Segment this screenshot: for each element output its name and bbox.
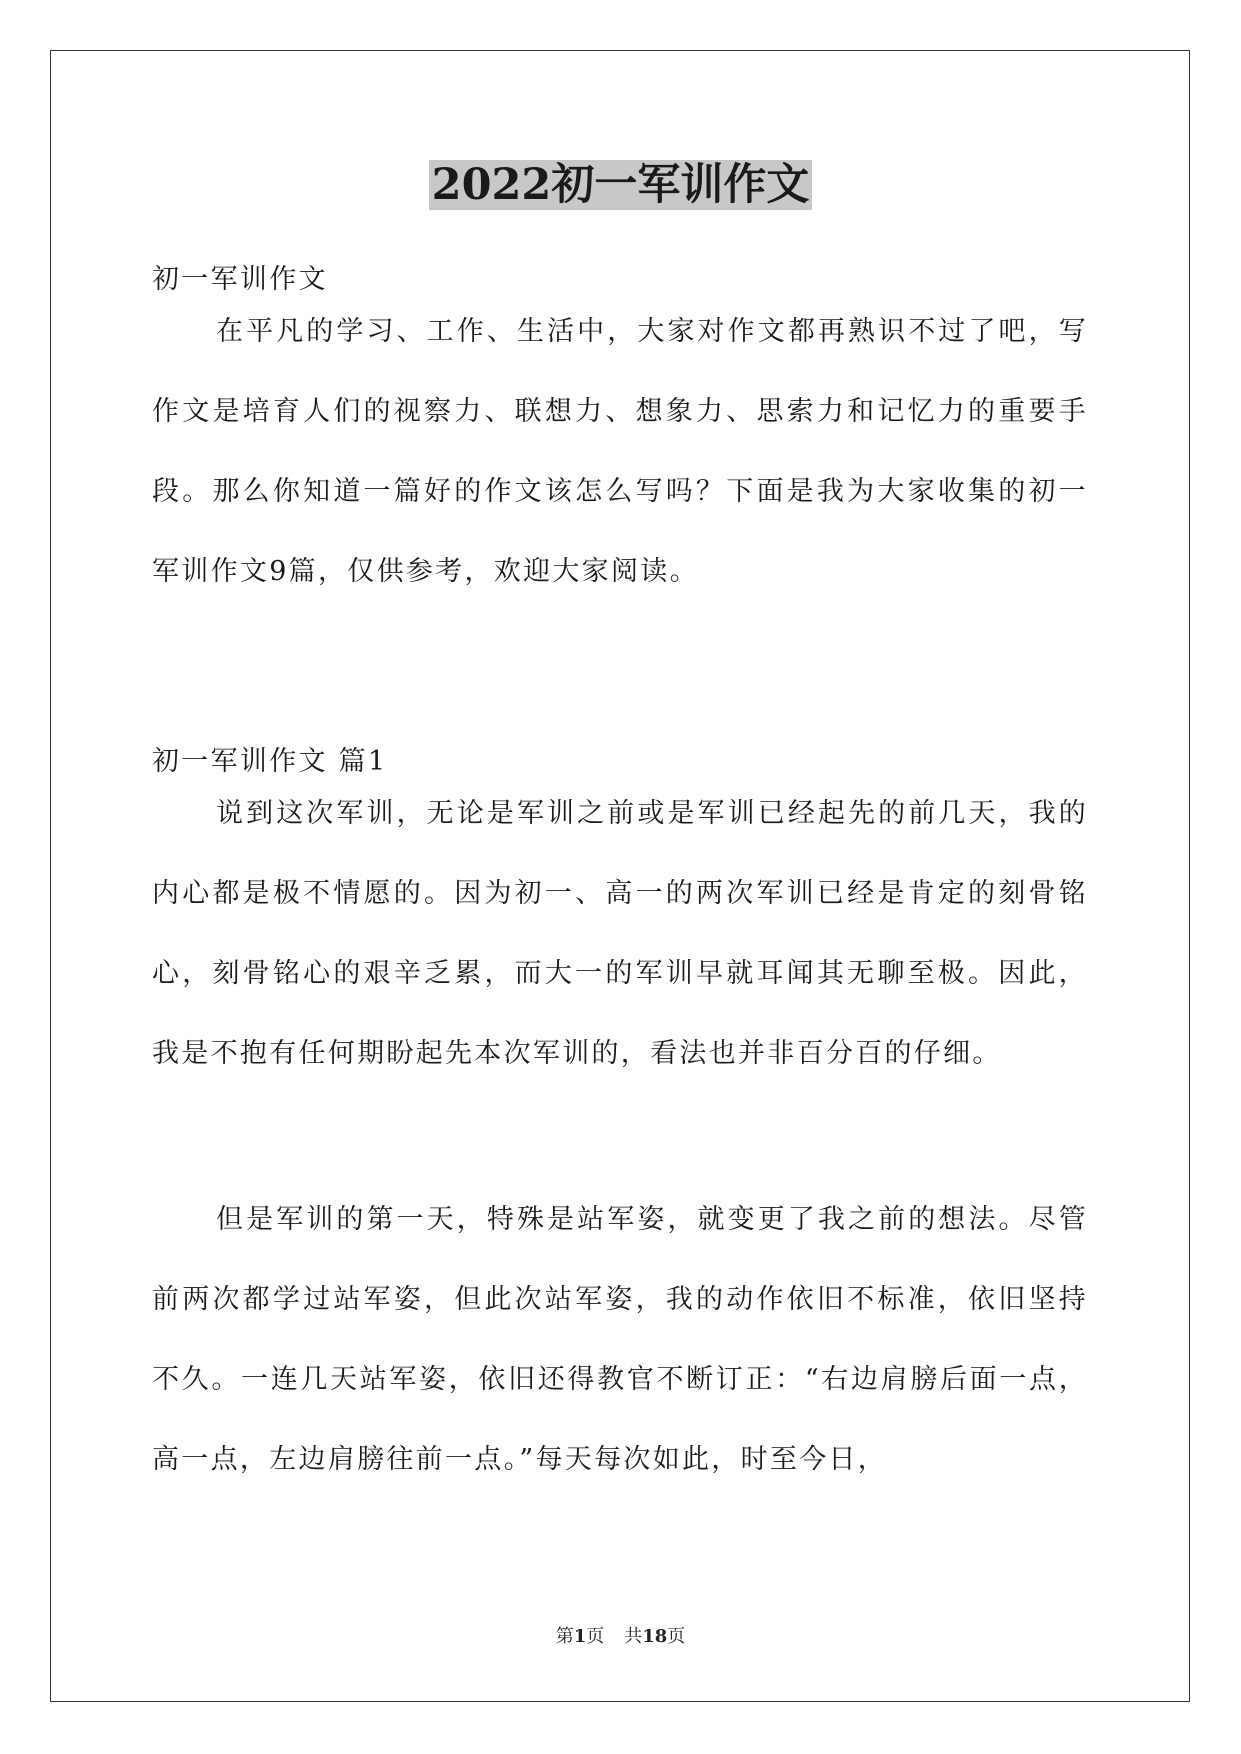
intro-paragraph: 在平凡的学习、工作、生活中，大家对作文都再熟识不过了吧，写作文是培育人们的视察力、联想力、想象力、思索力和记忆力的重要手段。那么你知道一篇好的作文该怎么写吗？下面是我为大家收集的初一军训作文9篇，仅供参考，欢迎大家阅读。 bbox=[152, 316, 1088, 587]
section-1-paragraph-1: 说到这次军训，无论是军训之前或是军训已经起先的前几天，我的内心都是极不情愿的。因为初一、高一的两次军训已经是肯定的刻骨铭心，刻骨铭心的艰辛乏累，而大一的军训早就耳闻其无聊至极。因此，我是不抱有任何期盼起先本次军训的，看法也并非百分百的仔细。 bbox=[152, 798, 1088, 1069]
page-footer bbox=[0, 1622, 1241, 1648]
document-title-text: 2022初一军训作文 bbox=[429, 160, 813, 210]
document-title bbox=[0, 155, 1241, 215]
intro-heading: 初一军训作文 bbox=[152, 264, 328, 295]
footer-page-suffix: 页 bbox=[586, 1626, 605, 1647]
section-1-paragraph-2: 但是军训的第一天，特殊是站军姿，就变更了我之前的想法。尽管前两次都学过站军姿，但此次站军姿，我的动作依旧不标准，依旧坚持不久。一连几天站军姿，依旧还得教官不断订正：“右边肩膀后面一点，高一点，左边肩膀往前一点。”每天每次如此，时至今日， bbox=[152, 1204, 1088, 1475]
footer-total-pages: 18 bbox=[642, 1626, 668, 1647]
footer-page-current: 1 bbox=[573, 1626, 587, 1647]
footer-total-prefix: 共 bbox=[624, 1626, 643, 1647]
footer-page-prefix: 第 bbox=[555, 1626, 574, 1647]
section-1-heading: 初一军训作文 篇1 bbox=[152, 746, 388, 777]
footer-total-suffix: 页 bbox=[667, 1626, 686, 1647]
